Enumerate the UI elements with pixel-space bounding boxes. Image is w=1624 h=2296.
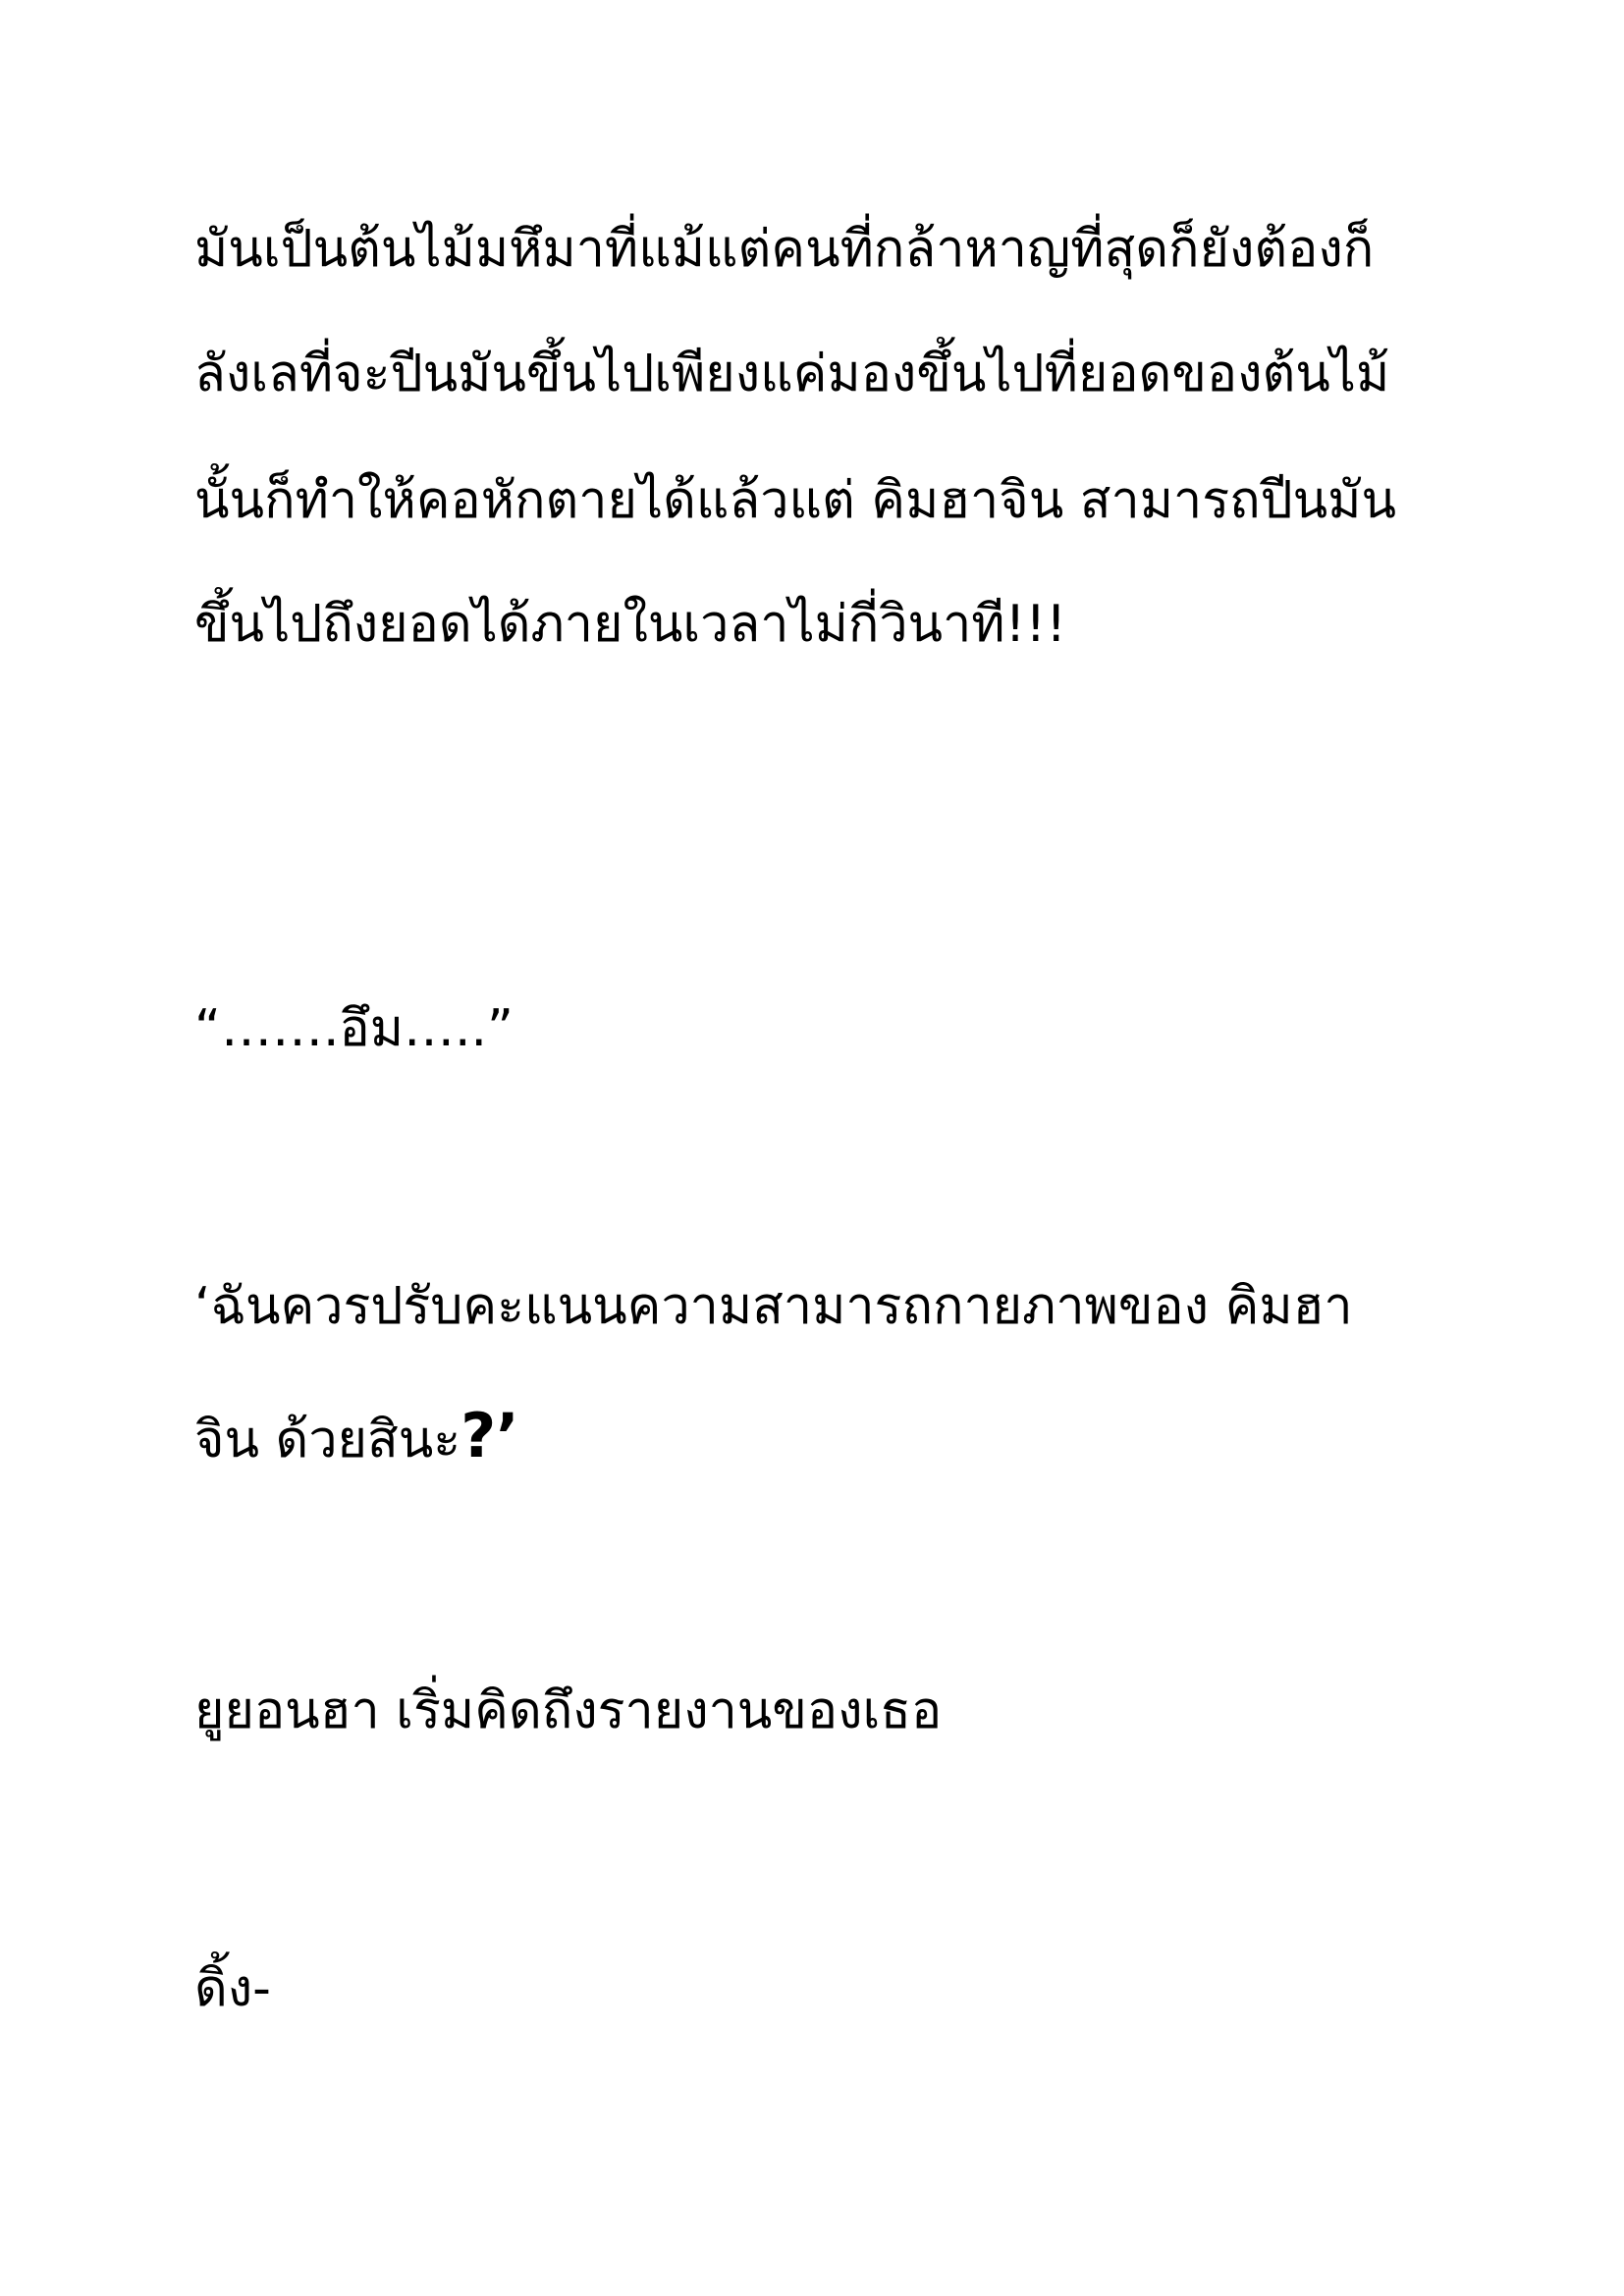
- narration-line: ยูยอนฮา เริ่มคิดถึงรายงานของเธอ: [194, 1682, 943, 1740]
- sound-effect: ดิ้ง-: [194, 1959, 271, 2018]
- paragraph-line: มันเป็นต้นไม้มหึมาที่แม้แต่คนที่กล้าหาญที่สุดก็ยังต้องก็: [194, 220, 1375, 279]
- paragraph-line: ลังเลที่จะปีนมันขึ้นไปเพียงแค่มองขึ้นไปที่ยอดของต้นไม้: [194, 345, 1390, 403]
- question-mark: ?’: [460, 1400, 519, 1471]
- paragraph-line: ขึ้นไปถึงยอดได้ภายในเวลาไม่กี่วินาที!!!: [194, 595, 1067, 654]
- thought-text: จิน ด้วยสินะ: [194, 1411, 461, 1469]
- thought-line: [194, 1400, 519, 1471]
- dialogue-quote: “…….อึม…..”: [194, 999, 514, 1058]
- paragraph-line: นั้นก็ทำให้คอหักตายได้แล้วแต่ คิมฮาจิน สามารถปีนมัน: [194, 471, 1397, 530]
- thought-line: ‘ฉันควรปรับคะแนนความสามารถกายภาพของ คิมฮา: [194, 1277, 1353, 1336]
